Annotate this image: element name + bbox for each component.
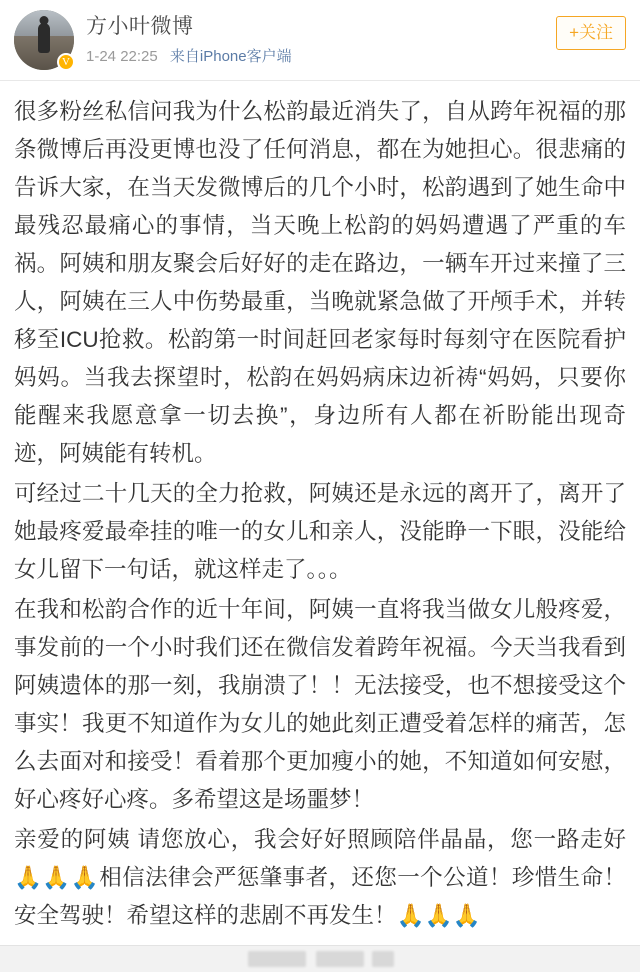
avatar-photo-person bbox=[38, 23, 50, 53]
post-paragraph: 亲爱的阿姨 请您放心，我会好好照顾陪伴晶晶，您一路走好🙏🙏🙏相信法律会严惩肇事者，还您一个公道！珍惜生命！安全驾驶！希望这样的悲剧不再发生！🙏🙏🙏 bbox=[14, 827, 626, 928]
author-name[interactable]: 方小叶微博 bbox=[86, 15, 194, 38]
post-paragraph: 在我和松韵合作的近十年间，阿姨一直将我当做女儿般疼爱，事发前的一个小时我们还在微信发着跨年祝福。今天当我看到阿姨遗体的那一刻，我崩溃了！！无法接受，也不想接受这个事实！我更不知道作为女儿的她此刻正遭受着怎样的痛苦，怎么去面对和接受！看着那个更加瘦小的她，不知道如何安慰，好心疼好心疼。多希望这是场噩梦！ bbox=[14, 597, 626, 812]
redacted-text-block bbox=[248, 951, 306, 967]
post-body bbox=[0, 81, 640, 935]
post-timestamp: 1-24 22:25 bbox=[86, 48, 158, 65]
post-header-text bbox=[86, 10, 556, 67]
post-paragraph: 可经过二十几天的全力抢救，阿姨还是永远的离开了，离开了她最疼爱最牵挂的唯一的女儿和亲人，没能睁一下眼，没能给女儿留下一句话，就这样走了。。。 bbox=[14, 481, 626, 582]
bottom-bar bbox=[0, 945, 640, 972]
post-header bbox=[0, 0, 640, 78]
post-meta bbox=[86, 47, 556, 67]
redacted-text-block bbox=[372, 951, 394, 967]
verified-badge-icon: V bbox=[57, 53, 75, 71]
follow-button[interactable]: +关注 bbox=[556, 16, 626, 50]
redacted-text-block bbox=[316, 951, 364, 967]
post-source[interactable]: 来自iPhone客户端 bbox=[169, 48, 292, 65]
post-paragraph: 很多粉丝私信问我为什么松韵最近消失了，自从跨年祝福的那条微博后再没更博也没了任何消息，都在为她担心。很悲痛的告诉大家，在当天发微博后的几个小时，松韵遇到了她生命中最残忍最痛心的事情，当天晚上松韵的妈妈遭遇了严重的车祸。阿姨和朋友聚会后好好的走在路边，一辆车开过来撞了三人，阿姨在三人中伤势最重，当晚就紧急做了开颅手术，并转移至ICU抢救。松韵第一时间赶回老家每时每刻守在医院看护妈妈。当我去探望时，松韵在妈妈病床边祈祷“妈妈，只要你能醒来我愿意拿一切去换”，身边所有人都在祈盼能出现奇迹，阿姨能有转机。 bbox=[14, 99, 626, 466]
avatar[interactable] bbox=[14, 10, 74, 70]
